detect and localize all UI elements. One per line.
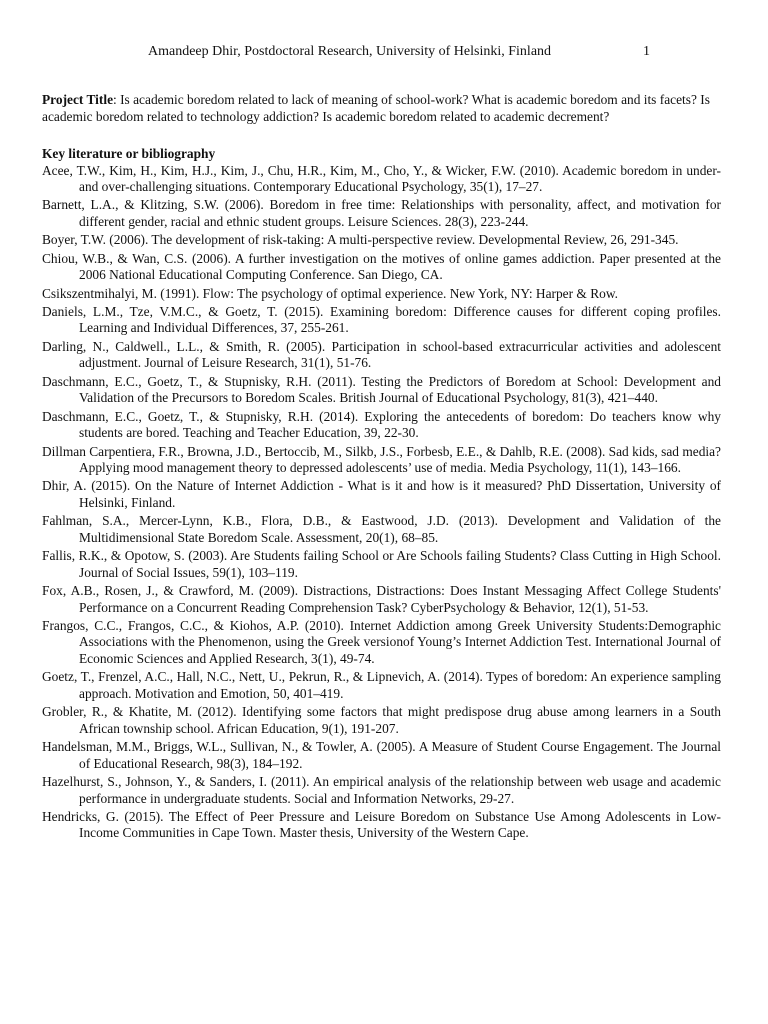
document-body bbox=[42, 92, 721, 844]
reference-item: Daniels, L.M., Tze, V.M.C., & Goetz, T. (2015). Examining boredom: Difference causes for different coping profiles. Learning and Individual Differences, 37, 255-261. bbox=[42, 303, 721, 336]
reference-item: Boyer, T.W. (2006). The development of risk-taking: A multi-perspective review. Developmental Review, 26, 291-345. bbox=[42, 232, 679, 248]
reference-item: Frangos, C.C., Frangos, C.C., & Kiohos, A.P. (2010). Internet Addiction among Greek University Students:Demographic Associations with the Phenomenon, using the Greek versionof Young’s Internet Addiction Test. International Journal of Economic Sciences and Applied Research, 3(1), 49-74. bbox=[42, 617, 721, 666]
reference-list bbox=[42, 163, 721, 842]
header-author-affiliation: Amandeep Dhir, Postdoctoral Research, University of Helsinki, Finland bbox=[148, 44, 552, 59]
reference-item: Chiou, W.B., & Wan, C.S. (2006). A further investigation on the motives of online games addiction. Paper presented at the 2006 National Educational Computing Conference. San Diego, CA. bbox=[42, 250, 721, 283]
reference-item: Acee, T.W., Kim, H., Kim, H.J., Kim, J., Chu, H.R., Kim, M., Cho, Y., & Wicker, F.W. (2010). Academic boredom in under- and over-challenging situations. Contemporary Educational Psychology, 35(1), 17–27. bbox=[42, 162, 721, 194]
reference-item: Goetz, T., Frenzel, A.C., Hall, N.C., Nett, U., Pekrun, R., & Lipnevich, A. (2014). Types of boredom: An experience sampling approach. Motivation and Emotion, 50, 401–419. bbox=[42, 669, 721, 701]
reference-item: Fox, A.B., Rosen, J., & Crawford, M. (2009). Distractions, Distractions: Does Instant Messaging Affect College Students' Performance on a Concurrent Reading Comprehension Task? CyberPsychology & Behavior, 12(1), 51-53. bbox=[42, 583, 721, 615]
reference-item: Daschmann, E.C., Goetz, T., & Stupnisky, R.H. (2011). Testing the Predictors of Boredom at School: Development and Validation of the Precursors to Boredom Scales. British Journal of Educational Psychology, 81(3), 421–440. bbox=[42, 373, 721, 406]
reference-item: Grobler, R., & Khatite, M. (2012). Identifying some factors that might predispose drug abuse among learners in a South African township school. African Education, 9(1), 191-207. bbox=[42, 704, 721, 736]
reference-item: Csikszentmihalyi, M. (1991). Flow: The psychology of optimal experience. New York, NY: Harper & Row. bbox=[42, 285, 618, 301]
project-title-paragraph bbox=[42, 92, 721, 125]
project-title-text: : Is academic boredom related to lack of meaning of school-work? What is academic boredom and its facets? Is academic boredom related to technology addiction? Is academic boredom related to academic decrement? bbox=[42, 92, 710, 124]
reference-item: Handelsman, M.M., Briggs, W.L., Sullivan, N., & Towler, A. (2005). A Measure of Student Course Engagement. The Journal of Educational Research, 98(3), 184–192. bbox=[42, 739, 721, 771]
reference-item: Fallis, R.K., & Opotow, S. (2003). Are Students failing School or Are Schools failing Students? Class Cutting in High School. Journal of Social Issues, 59(1), 103–119. bbox=[42, 548, 721, 580]
reference-item: Daschmann, E.C., Goetz, T., & Stupnisky, R.H. (2014). Exploring the antecedents of boredom: Do teachers know why students are bored. Teaching and Teacher Education, 39, 22-30. bbox=[42, 408, 721, 441]
reference-item: Fahlman, S.A., Mercer-Lynn, K.B., Flora, D.B., & Eastwood, J.D. (2013). Development and Validation of the Multidimensional State Boredom Scale. Assessment, 20(1), 68–85. bbox=[42, 513, 721, 545]
bibliography-heading: Key literature or bibliography bbox=[42, 146, 216, 161]
reference-item: Darling, N., Caldwell., L.L., & Smith, R. (2005). Participation in school-based extracurricular activities and adolescent adjustment. Journal of Leisure Research, 31(1), 51-76. bbox=[42, 338, 721, 371]
reference-item: Barnett, L.A., & Klitzing, S.W. (2006). Boredom in free time: Relationships with personality, affect, and motivation for different gender, racial and ethnic student groups. Leisure Sciences. 28(3), 223-244. bbox=[42, 197, 721, 229]
reference-item: Hazelhurst, S., Johnson, Y., & Sanders, I. (2011). An empirical analysis of the relationship between web usage and academic performance in undergraduate students. Social and Information Networks, 29-27. bbox=[42, 774, 721, 806]
reference-item: Hendricks, G. (2015). The Effect of Peer Pressure and Leisure Boredom on Substance Use Among Adolescents in Low-Income Communities in Cape Town. Master thesis, University of the Western Cape. bbox=[42, 808, 721, 841]
reference-item: Dillman Carpentiera, F.R., Browna, J.D., Bertoccib, M., Silkb, J.S., Forbesb, E.E., & Dahlb, R.E. (2008). Sad kids, sad media? Applying mood management theory to depressed adolescents’ use of media. Media Psychology, 11(1), 143–166. bbox=[42, 443, 721, 476]
page-header bbox=[0, 42, 768, 62]
page-number: 1 bbox=[643, 44, 650, 59]
reference-item: Dhir, A. (2015). On the Nature of Internet Addiction - What is it and how is it measured? PhD Dissertation, University of Helsinki, Finland. bbox=[42, 478, 721, 510]
project-title-label: Project Title bbox=[42, 92, 114, 107]
